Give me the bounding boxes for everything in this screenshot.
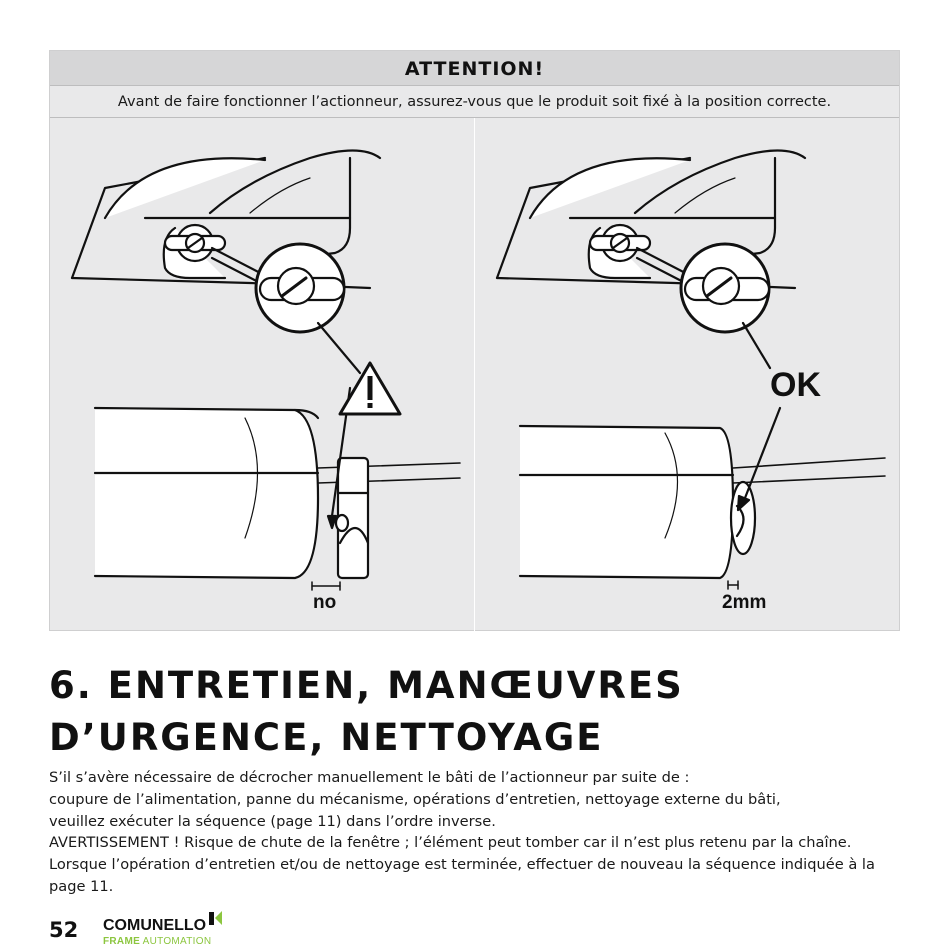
section-title: 6. ENTRETIEN, MANŒUVRES D’URGENCE, NETTOYAGE	[49, 664, 684, 759]
body-paragraph: Lorsque l’opération d’entretien et/ou de nettoyage est terminée, effectuer de nouveau la séquence indiquée à la page 11.	[49, 856, 875, 895]
body-paragraph: coupure de l’alimentation, panne du mécanisme, opérations d’entretien, nettoyage externe du bâti,	[49, 790, 781, 808]
body-paragraph: S’il s’avère nécessaire de décrocher manuellement le bâti de l’actionneur par suite de :	[49, 769, 690, 786]
page-number: 52	[49, 918, 79, 942]
incorrect-mounting-drawing	[50, 118, 474, 631]
illustration-incorrect	[50, 118, 474, 631]
body-paragraph: veuillez exécuter la séquence (page 11) dans l’ordre inverse.	[49, 812, 496, 830]
brand-subtitle-bold: FRAME	[103, 936, 141, 947]
brand-name: COMUNELLO	[103, 917, 207, 934]
brand-subtitle-rest: AUTOMATION	[142, 936, 212, 947]
attention-box	[49, 50, 900, 631]
brand-logo	[103, 908, 233, 950]
attention-message: Avant de faire fonctionner l’actionneur, assurez-vous que le produit soit fixé à la position correcte.	[50, 86, 899, 118]
brand-subtitle	[103, 936, 211, 947]
brand-mark-icon	[209, 910, 223, 926]
attention-title: ATTENTION!	[50, 51, 899, 86]
section-body	[49, 767, 909, 898]
correct-mounting-drawing	[475, 118, 899, 631]
illustration-correct	[475, 118, 899, 631]
gap-label-no: no	[313, 592, 337, 613]
body-paragraph: AVERTISSEMENT ! Risque de chute de la fenêtre ; l’élément peut tomber car il n’est plus retenu par la chaîne.	[49, 834, 852, 852]
status-ok-label: OK	[770, 366, 821, 404]
gap-label-2mm: 2mm	[722, 592, 767, 613]
